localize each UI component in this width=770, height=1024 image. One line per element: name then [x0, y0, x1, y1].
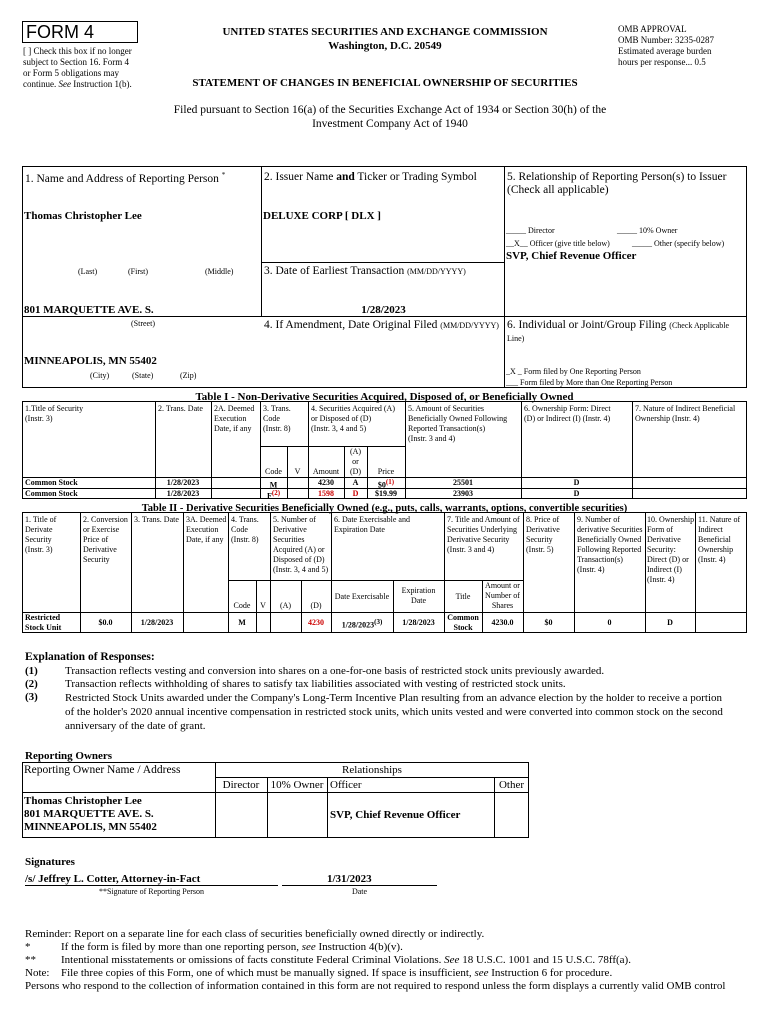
t2-h10-line-1: 10. Ownership	[647, 515, 695, 524]
t2-h3-text	[134, 515, 179, 525]
t1-h2a-3: Date, if any	[214, 424, 252, 433]
t1-h7-2: Ownership (Instr. 4)	[635, 414, 700, 423]
t2-h7-line-2: Securities Underlying	[447, 525, 517, 534]
t2-v9	[574, 512, 575, 633]
t2-sub-title: Title	[455, 592, 471, 601]
owners-col-other: Other	[498, 779, 525, 791]
t2-sub-d: (D)	[310, 601, 322, 610]
footer-note-text	[61, 967, 612, 980]
t2-h9-line-6: (Instr. 4)	[577, 565, 605, 574]
filed-pursuant-2: Investment Company Act of 1940	[312, 118, 468, 130]
footer-star-text	[61, 941, 403, 954]
t1-v2	[211, 401, 212, 499]
t2-r1-price: $0	[544, 618, 553, 627]
grid-h-3	[261, 262, 505, 263]
grid-divider-1	[261, 166, 262, 316]
t2-h11-line-5: (Instr. 4)	[698, 555, 726, 564]
t2-h9-line-4: Following Reported	[577, 545, 642, 554]
t2-h3a-text	[186, 515, 226, 545]
t2-r1-conversion: $0.0	[98, 618, 113, 627]
t2-h1-line-2: Derivate	[25, 525, 53, 534]
t2-h5-line-2: Derivative	[273, 525, 307, 534]
t1-sub-ad-2: or	[352, 457, 359, 466]
checkbox-text-1: [ ] Check this box if no longer	[23, 46, 132, 56]
t1-v10	[632, 401, 633, 499]
t2-h7-line-1: 7. Title and Amount of	[447, 515, 520, 524]
footer-dstar-see: See	[444, 954, 460, 966]
t1-h7-text	[635, 404, 735, 424]
t2-h1-line-3: Security	[25, 535, 52, 544]
t2-h10-line-5: Direct (D) or	[647, 555, 689, 564]
box4-label-text: 4. If Amendment, Date Original Filed	[264, 319, 438, 331]
t1-h5-4: (Instr. 3 and 4)	[408, 434, 456, 443]
box3-label-text: 3. Date of Earliest Transaction	[264, 265, 405, 277]
owner-officer-title: SVP, Chief Revenue Officer	[330, 809, 461, 821]
t2-h10-line-6: Indirect (I)	[647, 565, 682, 574]
t1-r1-form: D	[573, 478, 580, 487]
t1-h1-line2: (Instr. 3)	[25, 414, 53, 423]
street-value: 801 MARQUETTE AVE. S.	[24, 304, 154, 316]
t1-r1-price-note: (1)	[385, 478, 395, 486]
checkbox-text-4a: continue.	[23, 79, 57, 89]
t1-r2-security: Common Stock	[25, 489, 78, 498]
t2-h1	[22, 612, 747, 613]
box1-label-text: 1. Name and Address of Reporting Person	[25, 172, 219, 185]
statement-title: STATEMENT OF CHANGES IN BENEFICIAL OWNERSHIP OF SECURITIES	[192, 77, 578, 89]
box5-label	[507, 171, 745, 197]
t2-h7-text	[447, 515, 520, 555]
t2-h3a-line-1: 3A. Deemed	[186, 515, 227, 524]
earliest-transaction-date: 1/28/2023	[361, 304, 406, 316]
footer-note-a: File three copies of this Form, one of which must be manually signed. If space is insufficient,	[61, 967, 472, 979]
t2-r1-d: 4230	[308, 618, 324, 627]
t2-h10-line-2: Form of	[647, 525, 673, 534]
table1-title: Table I - Non-Derivative Securities Acquired, Disposed of, or Beneficially Owned	[195, 391, 574, 403]
t2-r1-security	[25, 613, 61, 633]
t1-h1-line1: 1.Title of Security	[25, 404, 84, 413]
t2-r1-date: 1/28/2023	[140, 618, 174, 627]
t2-r1-title-2: Stock	[453, 623, 473, 632]
rel-director[interactable]: _____ Director	[506, 226, 555, 235]
table2-title: Table II - Derivative Securities Beneficially Owned (e.g., puts, calls, warrants, options, convertible securities)	[141, 503, 628, 514]
t2-h3a-line-2: Execution	[186, 525, 219, 534]
t2-v5	[270, 512, 271, 633]
box4-label-fmt: (MM/DD/YYYY)	[440, 321, 499, 330]
t1-r2-amount: 1598	[318, 489, 334, 498]
rel-ten-percent[interactable]: _____ 10% Owner	[617, 226, 678, 235]
t1-h4-text	[311, 404, 395, 434]
t2-h8-text	[526, 515, 560, 555]
t1-h4-3: (Instr. 3, 4 and 5)	[311, 424, 367, 433]
t2-sub-exercisable: Date Exercisable	[334, 592, 390, 601]
t1-r1-amount: 4230	[318, 478, 334, 487]
t2-sub-amt-2: Number of	[485, 591, 520, 600]
t1-h4-2: or Disposed of (D)	[311, 414, 372, 423]
grid-h-5	[504, 316, 747, 317]
t2-h9-text	[577, 515, 643, 575]
box2-label-b: Ticker or Trading Symbol	[357, 171, 477, 183]
t1-r1-security: Common Stock	[25, 478, 78, 487]
signature-date: 1/31/2023	[327, 873, 372, 885]
t2-h6-line-1: 6. Date Exercisable and	[334, 515, 410, 524]
t2-h4-line-3: (Instr. 8)	[231, 535, 259, 544]
street-label: (Street)	[131, 319, 155, 328]
t2-h2-line-2: or Exercise	[83, 525, 120, 534]
filing-one-person[interactable]: _X _ Form filed by One Reporting Person	[506, 367, 641, 376]
t2-r1-owned: 0	[607, 618, 612, 627]
t2-sub-amt-1: Amount or	[485, 581, 520, 590]
owner-name-2: 801 MARQUETTE AVE. S.	[24, 808, 154, 820]
t2-sub-v: V	[260, 601, 266, 610]
footer-star-b: Instruction 4(b)(v).	[318, 941, 403, 953]
issuer-name: DELUXE CORP [ DLX ]	[263, 210, 381, 222]
rel-officer[interactable]: __X__ Officer (give title below)	[506, 239, 610, 248]
t2-sub-amount	[482, 581, 523, 611]
t2-h1-line-4: (Instr. 3)	[25, 545, 53, 554]
t2-v1	[80, 512, 81, 633]
t2-h4-line-2: Code	[231, 525, 248, 534]
footer-star-a: If the form is filed by more than one reporting person,	[61, 941, 299, 953]
t1-r2-owned: 23903	[453, 489, 473, 498]
expl-text-3-line2: of the holder's 2020 annual incentive compensation in restricted stock units, which units vested and were converted into common stock on the second	[65, 706, 723, 718]
t2-r1-form: D	[667, 618, 673, 627]
checkbox-text-4c: Instruction 1(b).	[73, 79, 132, 89]
t2-v2	[131, 512, 132, 633]
t2-h11-line-3: Beneficial	[698, 535, 731, 544]
t2-h6-text	[334, 515, 410, 535]
expl-text-3-line1: Restricted Stock Units awarded under the Company's Long-Term Incentive Plan resulting from an advance election by the holder to receive a portion	[65, 692, 723, 704]
t2-h8-line-3: Security	[526, 535, 553, 544]
t1-h7-1: 7. Nature of Indirect Beneficial	[635, 404, 736, 413]
t2-h8-line-4: (Instr. 5)	[526, 545, 554, 554]
t2-h11-line-1: 11. Nature of	[698, 515, 741, 524]
t2-h6-line-2: Expiration Date	[334, 525, 385, 534]
t1-r2-date: 1/28/2023	[166, 489, 200, 498]
signatures-title: Signatures	[25, 856, 75, 868]
t1-h3-3: (Instr. 8)	[263, 424, 291, 433]
box5-label-2: (Check all applicable)	[507, 184, 609, 196]
t1-sub-ad-1: (A)	[349, 447, 362, 456]
box3-label	[264, 265, 466, 278]
t2-h8-line-1: 8. Price of	[526, 515, 560, 524]
t2-h4-text	[231, 515, 259, 545]
t1-sub-price: Price	[377, 467, 395, 476]
t2-h11-text	[698, 515, 740, 565]
owners-col-name: Reporting Owner Name / Address	[24, 764, 181, 776]
t1-h5-1: 5. Amount of Securities	[408, 404, 484, 413]
t2-r1-expiration: 1/28/2023	[402, 618, 435, 627]
footer-dstar-text	[61, 954, 631, 967]
t2-sub-a: (A)	[279, 601, 292, 610]
box2-label-a: 2. Issuer Name	[264, 171, 334, 183]
name-last-label: (Last)	[78, 267, 98, 276]
t2-r1-exercisable	[331, 618, 393, 631]
form-title: FORM 4	[26, 22, 95, 42]
t1-h2a-1: 2A. Deemed	[214, 404, 255, 413]
t1-r2-price: $19.99	[375, 489, 397, 498]
t1-h5-2: Beneficially Owned Following	[408, 414, 508, 423]
t2-v3	[183, 512, 184, 633]
officer-title: SVP, Chief Revenue Officer	[506, 250, 637, 262]
owners-h2	[22, 792, 529, 793]
t2-h9-line-1: 9. Number of	[577, 515, 620, 524]
t2-h5-line-6: (Instr. 3, 4 and 5)	[273, 565, 329, 574]
omb-burden-2: hours per response... 0.5	[618, 57, 706, 67]
date-line	[282, 885, 437, 886]
t1-h3-1: 3. Trans.	[263, 404, 291, 413]
checkbox-text-3: or Form 5 obligations may	[23, 68, 119, 78]
footer-dstar-a: Intentional misstatements or omissions of facts constitute Federal Criminal Violations.	[61, 954, 442, 966]
t2-h5-line-5: Disposed of (D)	[273, 555, 325, 564]
box2-label	[264, 171, 477, 184]
t1-h3-2: Code	[263, 414, 280, 423]
omb-number: OMB Number: 3235-0287	[618, 35, 714, 45]
omb-approval	[618, 24, 758, 68]
t2-r1-title	[444, 613, 482, 633]
t2-h9-line-5: Transaction(s)	[577, 555, 623, 564]
t1-r1-date: 1/28/2023	[166, 478, 200, 487]
t2-h5-text	[273, 515, 328, 575]
t1-r2-code	[260, 489, 287, 502]
t2-v4	[228, 512, 229, 633]
expl-num-1: (1)	[25, 665, 38, 677]
owner-name-3: MINNEAPOLIS, MN 55402	[24, 821, 157, 833]
explanation-title: Explanation of Responses:	[25, 651, 155, 663]
date-label: Date	[351, 887, 368, 896]
t2-h10-line-3: Derivative	[647, 535, 681, 544]
omb-burden-1: Estimated average burden	[618, 46, 712, 56]
t1-h6-2: (D) or Indirect (I) (Instr. 4)	[524, 414, 611, 423]
t1-r2-ad: D	[352, 489, 359, 498]
t2-v8	[523, 512, 524, 633]
owner-name-address	[24, 795, 157, 834]
t2-r1-sec-2: Stock Unit	[25, 623, 62, 632]
t2-h10-line-4: Security:	[647, 545, 676, 554]
owners-title: Reporting Owners	[25, 750, 113, 762]
box2-label-and: and	[336, 171, 355, 183]
t2-sub-exp-1: Expiration	[401, 586, 436, 595]
box6-label-a: 6. Individual or Joint/Group Filing	[507, 319, 667, 331]
name-middle-label: (Middle)	[205, 267, 234, 276]
rel-other[interactable]: _____ Other (specify below)	[632, 239, 725, 248]
t1-r1-code-val: M	[269, 480, 278, 490]
expl-num-2: (2)	[25, 678, 38, 690]
t1-h2-text: 2. Trans. Date	[158, 404, 203, 413]
t2-r1-title-1: Common	[447, 613, 479, 622]
expl-num-3: (3)	[25, 691, 38, 703]
filed-pursuant-1: Filed pursuant to Section 16(a) of the Securities Exchange Act of 1934 or Section 30(h) of the	[173, 104, 607, 116]
t1-h1-text	[25, 404, 83, 424]
state-label: (State)	[132, 371, 154, 380]
t2-sub-code: Code	[233, 601, 251, 610]
t1-h4-1: 4. Securities Acquired (A)	[311, 404, 395, 413]
t2-h5-line-3: Securities	[273, 535, 305, 544]
t2-h2-line-4: Derivative	[83, 545, 117, 554]
agency-location: Washington, D.C. 20549	[328, 40, 442, 52]
t2-r1-sec-1: Restricted	[25, 613, 61, 622]
t2-r1-exercisable-val: 1/28/2023	[341, 620, 375, 630]
box5-label-1: 5. Relationship of Reporting Person(s) to Issuer	[507, 171, 727, 183]
t1-h1	[260, 446, 406, 447]
city-value: MINNEAPOLIS, MN 55402	[24, 355, 157, 367]
t2-v10	[645, 512, 646, 633]
t2-h9-line-2: derivative Securities	[577, 525, 643, 534]
t2-h8-line-2: Derivative	[526, 525, 560, 534]
box3-label-fmt: (MM/DD/YYYY)	[407, 267, 466, 276]
t2-h11-line-4: Ownership	[698, 545, 734, 554]
box6-label	[507, 319, 745, 345]
t2-r1-amount: 4230.0	[491, 618, 514, 627]
t1-h5-3: Reported Transaction(s)	[408, 424, 486, 433]
t2-h11-line-2: Indirect	[698, 525, 723, 534]
t1-h2a-text	[214, 404, 254, 434]
t1-sub-ad-3: (D)	[349, 467, 362, 476]
agency-name: UNITED STATES SECURITIES AND EXCHANGE COMMISSION	[222, 26, 548, 38]
checkbox-text-2: subject to Section 16. Form 4	[23, 57, 129, 67]
t2-v11	[695, 512, 696, 633]
owners-h1	[215, 777, 529, 778]
expl-text-2: Transaction reflects withholding of shares to satisfy tax liabilities associated with vesting of restricted stock units.	[65, 678, 566, 690]
box4-label	[264, 319, 499, 332]
t1-r1-owned: 25501	[453, 478, 473, 487]
footer-star: *	[25, 941, 31, 953]
owners-col-relationships: Relationships	[342, 764, 402, 776]
t2-h2-text	[83, 515, 128, 565]
t1-h6-1: 6. Ownership Form: Direct	[524, 404, 611, 413]
t2-h4-line-1: 4. Trans.	[231, 515, 259, 524]
t1-h2a-2: Execution	[214, 414, 247, 423]
t1-sub-amount: Amount	[312, 467, 340, 476]
owners-col-director: Director	[222, 779, 260, 791]
t1-r2-code-val: F	[266, 491, 272, 501]
signer-label: **Signature of Reporting Person	[98, 887, 205, 896]
footer-persons: Persons who respond to the collection of information contained in this form are not required to respond unless the form displays a currently valid OMB control	[25, 980, 726, 992]
owners-col-officer: Officer	[330, 779, 362, 791]
name-first-label: (First)	[128, 267, 148, 276]
filing-more-persons[interactable]: ___ Form filed by More than One Reporting Person	[506, 378, 673, 387]
grid-divider-2	[504, 166, 505, 388]
t1-r1-ad: A	[352, 478, 359, 487]
t2-sub-amt-3: Shares	[491, 601, 514, 610]
t2-sub-expiration	[393, 586, 444, 606]
t2-h-sub2	[228, 580, 332, 581]
t2-h10-line-7: (Instr. 4)	[647, 575, 675, 584]
t1-r1-price-val: $0	[377, 480, 386, 490]
t2-h5-line-1: 5. Number of	[273, 515, 316, 524]
footer-dstar-b: 18 U.S.C. 1001 and 15 U.S.C. 78ff(a).	[462, 954, 631, 966]
t2-h1-text	[25, 515, 56, 555]
signer-line	[25, 885, 278, 886]
t1-h5-text	[408, 404, 507, 444]
box1-label-note: *	[221, 171, 226, 179]
t1-sub-v: V	[294, 467, 301, 476]
t1-r2-code-note: (2)	[271, 489, 281, 497]
t2-h3-line-1: 3. Trans. Date	[134, 515, 179, 524]
t2-v6	[331, 512, 332, 633]
t2-h3a-line-3: Date, if any	[186, 535, 224, 544]
t2-h1-line-1: 1. Title of	[25, 515, 57, 524]
t2-sub-exp-2: Date	[410, 596, 427, 605]
city-label: (City)	[90, 371, 110, 380]
owner-name-1: Thomas Christopher Lee	[24, 795, 142, 807]
owners-v3	[327, 777, 328, 838]
signer-name: /s/ Jeffrey L. Cotter, Attorney-in-Fact	[25, 873, 201, 885]
footer-dstar: **	[25, 954, 36, 966]
checkbox-text-see: See	[58, 79, 71, 89]
expl-text-1: Transaction reflects vesting and conversion into shares on a one-for-one basis of restricted stock units previously awarded.	[65, 665, 605, 677]
t2-h10-text	[647, 515, 694, 585]
box6-label-b: (Check Applicable	[669, 321, 730, 330]
t1-sub-code: Code	[265, 467, 282, 476]
t2-h5-line-4: Acquired (A) or	[273, 545, 325, 554]
footer-star-see: see	[301, 941, 316, 953]
t2-r1-exercisable-note: (3)	[374, 618, 383, 626]
t1-sub-ad	[344, 447, 367, 477]
zip-label: (Zip)	[180, 371, 197, 380]
reporting-person-name: Thomas Christopher Lee	[24, 210, 142, 222]
box1-label	[25, 171, 225, 186]
omb-approval-title: OMB APPROVAL	[618, 24, 687, 34]
footer-note-b: Instruction 6 for procedure.	[491, 967, 613, 979]
footer-note: Note:	[25, 967, 50, 979]
t2-h2-line-5: Security	[83, 555, 110, 564]
t1-r2-form: D	[573, 489, 580, 498]
t2-h2-line-3: Price of	[83, 535, 109, 544]
expl-text-3-line3: anniversary of the date of grant.	[65, 720, 206, 732]
t2-h9-line-3: Beneficially Owned	[577, 535, 642, 544]
t2-h7-line-3: Derivative Security	[447, 535, 510, 544]
t2-h7-line-4: (Instr. 3 and 4)	[447, 545, 495, 554]
expl-text-3	[65, 691, 755, 733]
owners-col-ten: 10% Owner	[270, 779, 324, 791]
t2-r1-code: M	[238, 618, 246, 627]
t1-h3-text	[263, 404, 291, 434]
box6-label-c: Line)	[507, 334, 525, 343]
t2-h2-line-1: 2. Conversion	[83, 515, 128, 524]
footer-note-see: see	[474, 967, 489, 979]
footer-reminder: Reminder: Report on a separate line for each class of securities beneficially owned directly or indirectly.	[25, 928, 485, 940]
t1-h6-text	[524, 404, 611, 424]
